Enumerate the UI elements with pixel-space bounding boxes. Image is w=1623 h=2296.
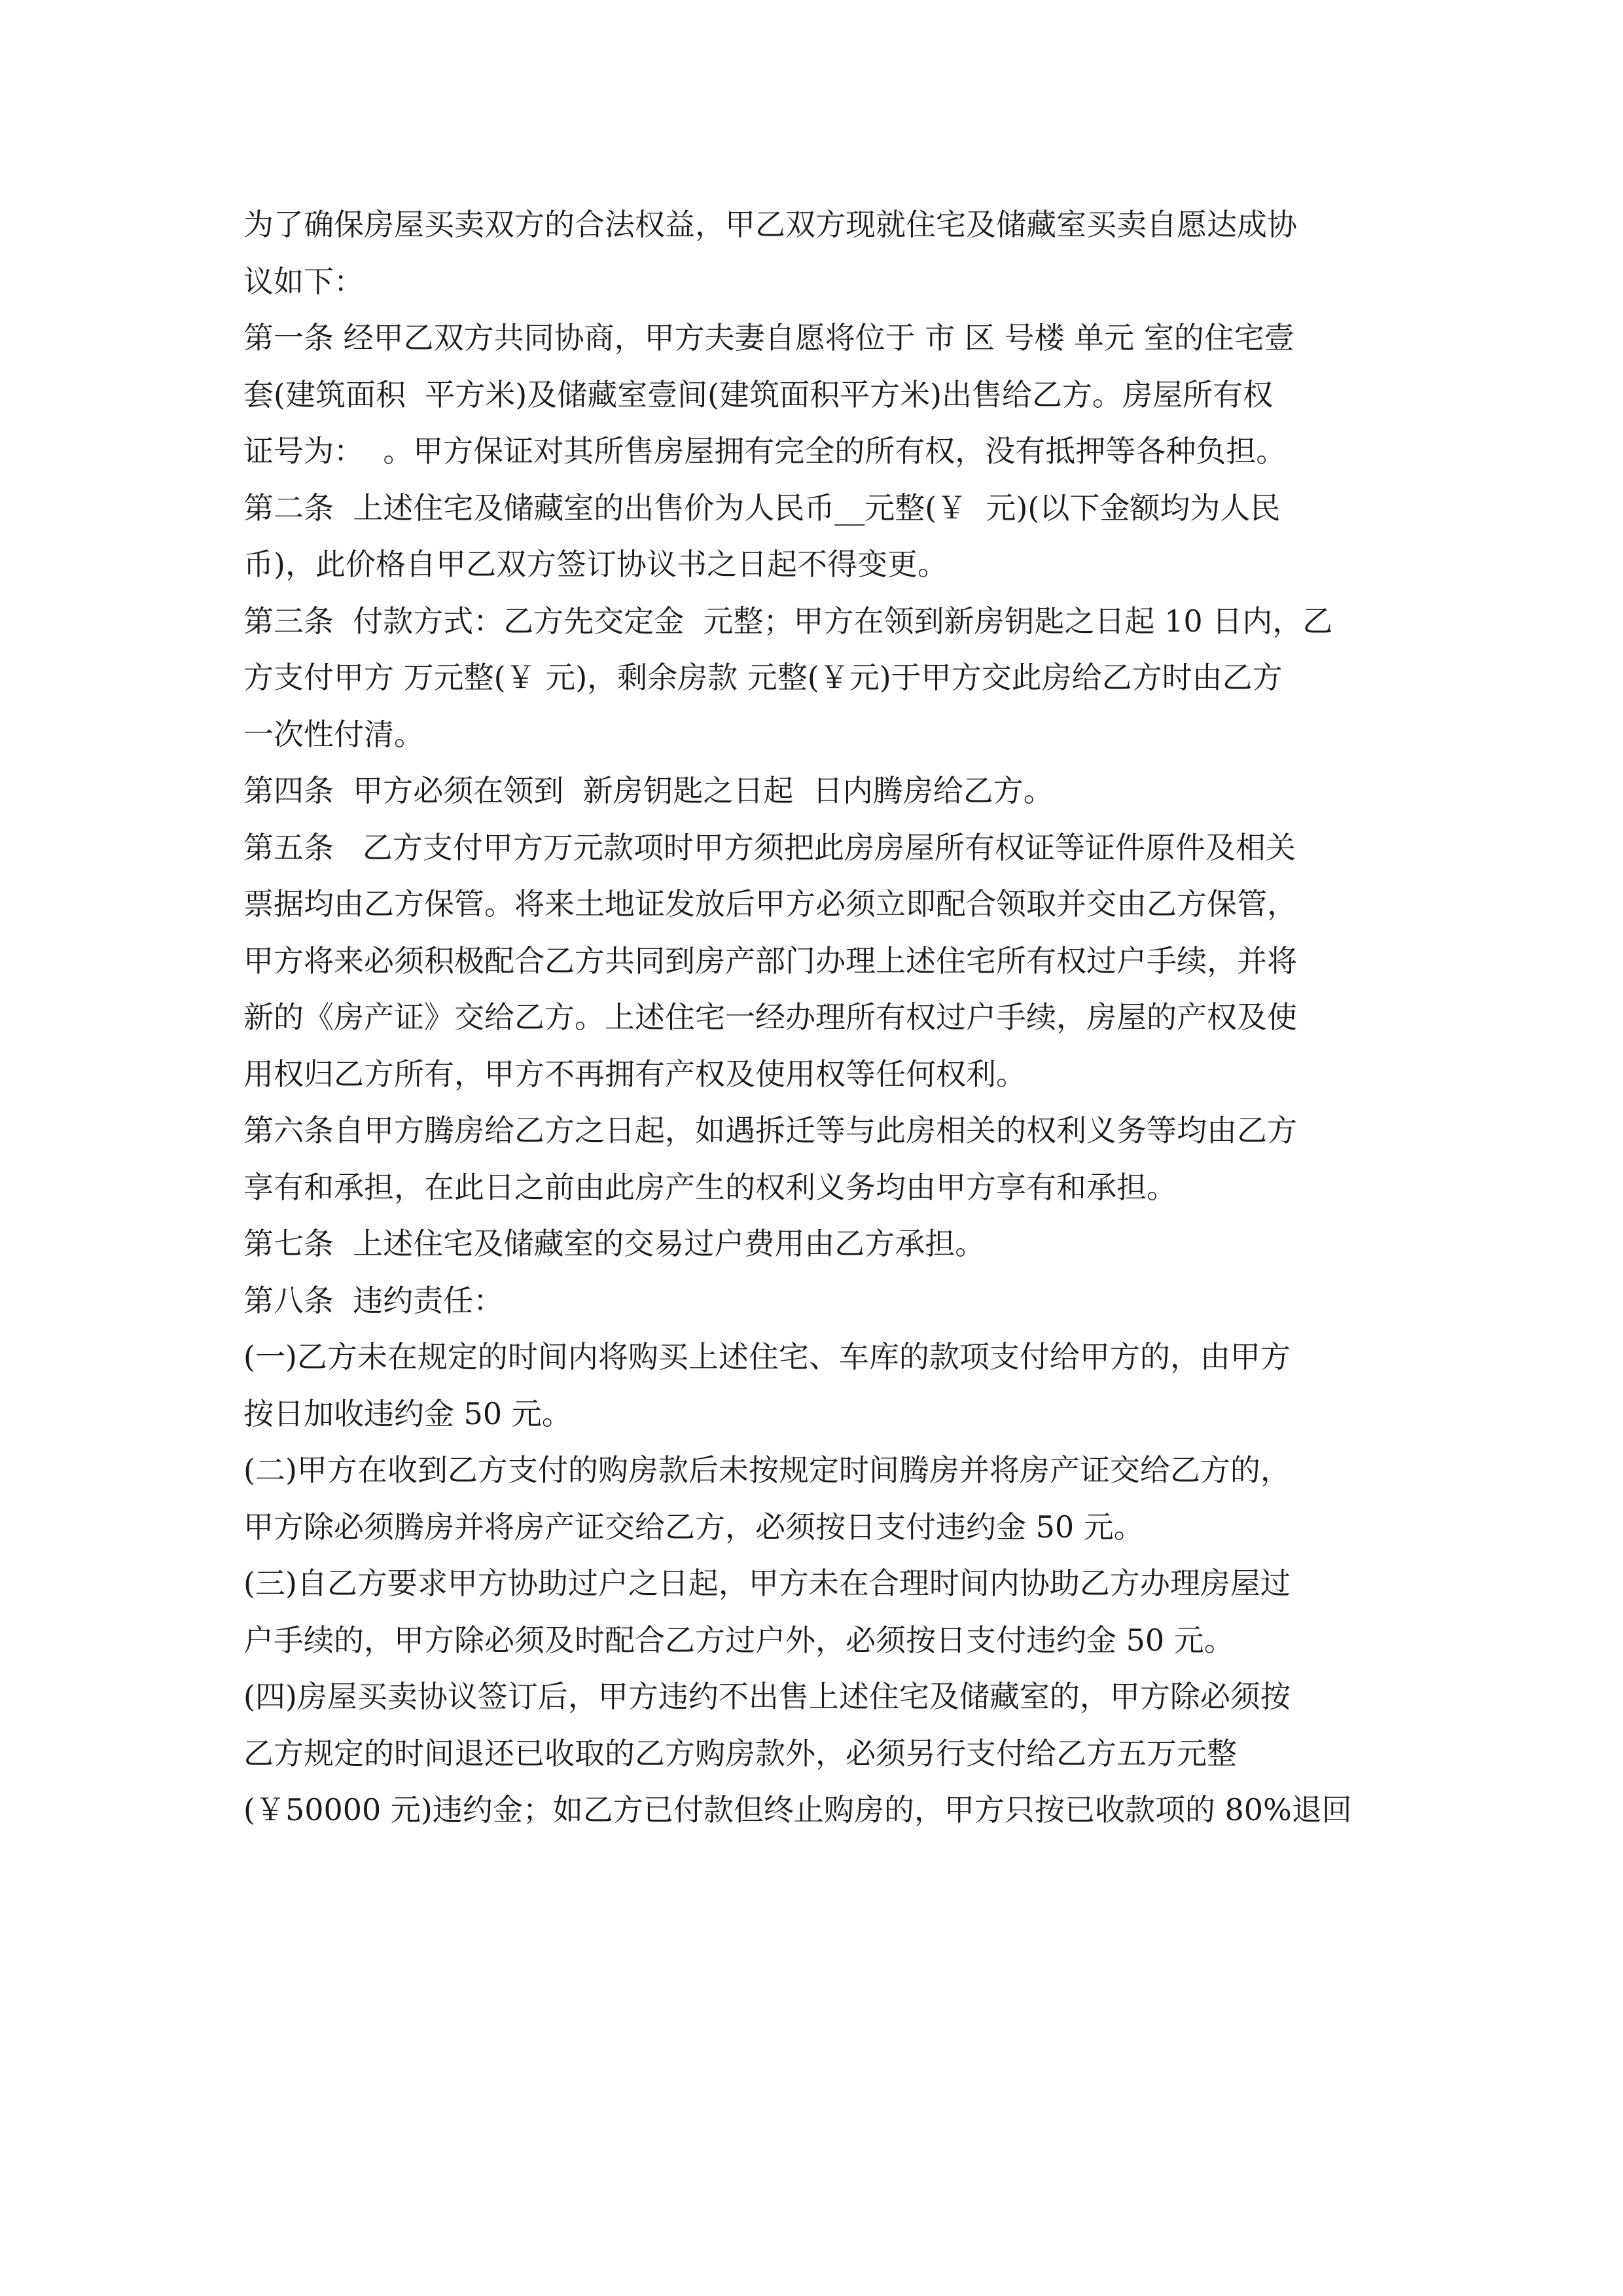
text-line: 户手续的，甲方除必须及时配合乙方过户外，必须按日支付违约金 50 元。 xyxy=(243,1622,1234,1658)
text-line: (￥50000 元)违约金；如乙方已付款但终止购房的，甲方只按已收款项的 80%退回 xyxy=(243,1792,1352,1827)
text-line: 乙方规定的时间退还已收取的乙方购房款外，必须另行支付给乙方五万元整 xyxy=(243,1735,1237,1771)
text-line: 第一条 经甲乙双方共同协商，甲方夫妻自愿将位于 市 区 号楼 单元 室的住宅壹 xyxy=(243,320,1294,355)
text-line: 用权归乙方所有，甲方不再拥有产权及使用权等任何权利。 xyxy=(243,1056,1026,1092)
text-line: 议如下： xyxy=(243,263,364,299)
text-line: 第二条 上述住宅及储藏室的出售价为人民币__元整(￥ 元)(以下金额均为人民 xyxy=(243,490,1281,526)
text-line: 方支付甲方 万元整(￥ 元)，剩余房款 元整(￥元)于甲方交此房给乙方时由乙方 xyxy=(243,660,1283,695)
text-line: 第五条 乙方支付甲方万元款项时甲方须把此房房屋所有权证等证件原件及相关 xyxy=(243,829,1296,865)
text-line: 票据均由乙方保管。将来土地证发放后甲方必须立即配合领取并交由乙方保管， xyxy=(243,886,1297,922)
text-line: 第六条自甲方腾房给乙方之日起，如遇拆迁等与此房相关的权利义务等均由乙方 xyxy=(243,1113,1297,1148)
text-line: 套(建筑面积 平方米)及储藏室壹间(建筑面积平方米)出售给乙方。房屋所有权 xyxy=(243,376,1274,412)
text-line: 甲方将来必须积极配合乙方共同到房产部门办理上述住宅所有权过户手续，并将 xyxy=(243,942,1297,978)
text-line: (四)房屋买卖协议签订后，甲方违约不出售上述住宅及储藏室的，甲方除必须按 xyxy=(243,1679,1291,1714)
text-line: 第三条 付款方式：乙方先交定金 元整；甲方在领到新房钥匙之日起 10 日内，乙 xyxy=(243,603,1333,639)
text-line: 第八条 违约责任： xyxy=(243,1282,504,1318)
text-line: 一次性付清。 xyxy=(243,716,424,752)
text-line: 币)，此价格自甲乙双方签订协议书之日起不得变更。 xyxy=(243,547,948,582)
text-line: 第四条 甲方必须在领到 新房钥匙之日起 日内腾房给乙方。 xyxy=(243,773,1054,808)
text-line: (二)甲方在收到乙方支付的购房款后未按规定时间腾房并将房产证交给乙方的， xyxy=(243,1452,1291,1488)
text-line: 为了确保房屋买卖双方的合法权益，甲乙双方现就住宅及储藏室买卖自愿达成协 xyxy=(243,207,1297,242)
text-line: (三)自乙方要求甲方协助过户之日起，甲方未在合理时间内协助乙方办理房屋过 xyxy=(243,1566,1291,1601)
document-body xyxy=(243,196,1382,1839)
text-line: 新的《房产证》交给乙方。上述住宅一经办理所有权过户手续，房屋的产权及使 xyxy=(243,999,1297,1035)
text-line: (一)乙方未在规定的时间内将购买上述住宅、车库的款项支付给甲方的，由甲方 xyxy=(243,1339,1291,1374)
text-line: 第七条 上述住宅及储藏室的交易过户费用由乙方承担。 xyxy=(243,1226,986,1261)
text-line: 按日加收违约金 50 元。 xyxy=(243,1395,572,1431)
text-line: 享有和承担，在此日之前由此房产生的权利义务均由甲方享有和承担。 xyxy=(243,1169,1177,1205)
text-line: 证号为： 。甲方保证对其所售房屋拥有完全的所有权，没有抵押等各种负担。 xyxy=(243,433,1287,469)
text-line: 甲方除必须腾房并将房产证交给乙方，必须按日支付违约金 50 元。 xyxy=(243,1509,1144,1545)
